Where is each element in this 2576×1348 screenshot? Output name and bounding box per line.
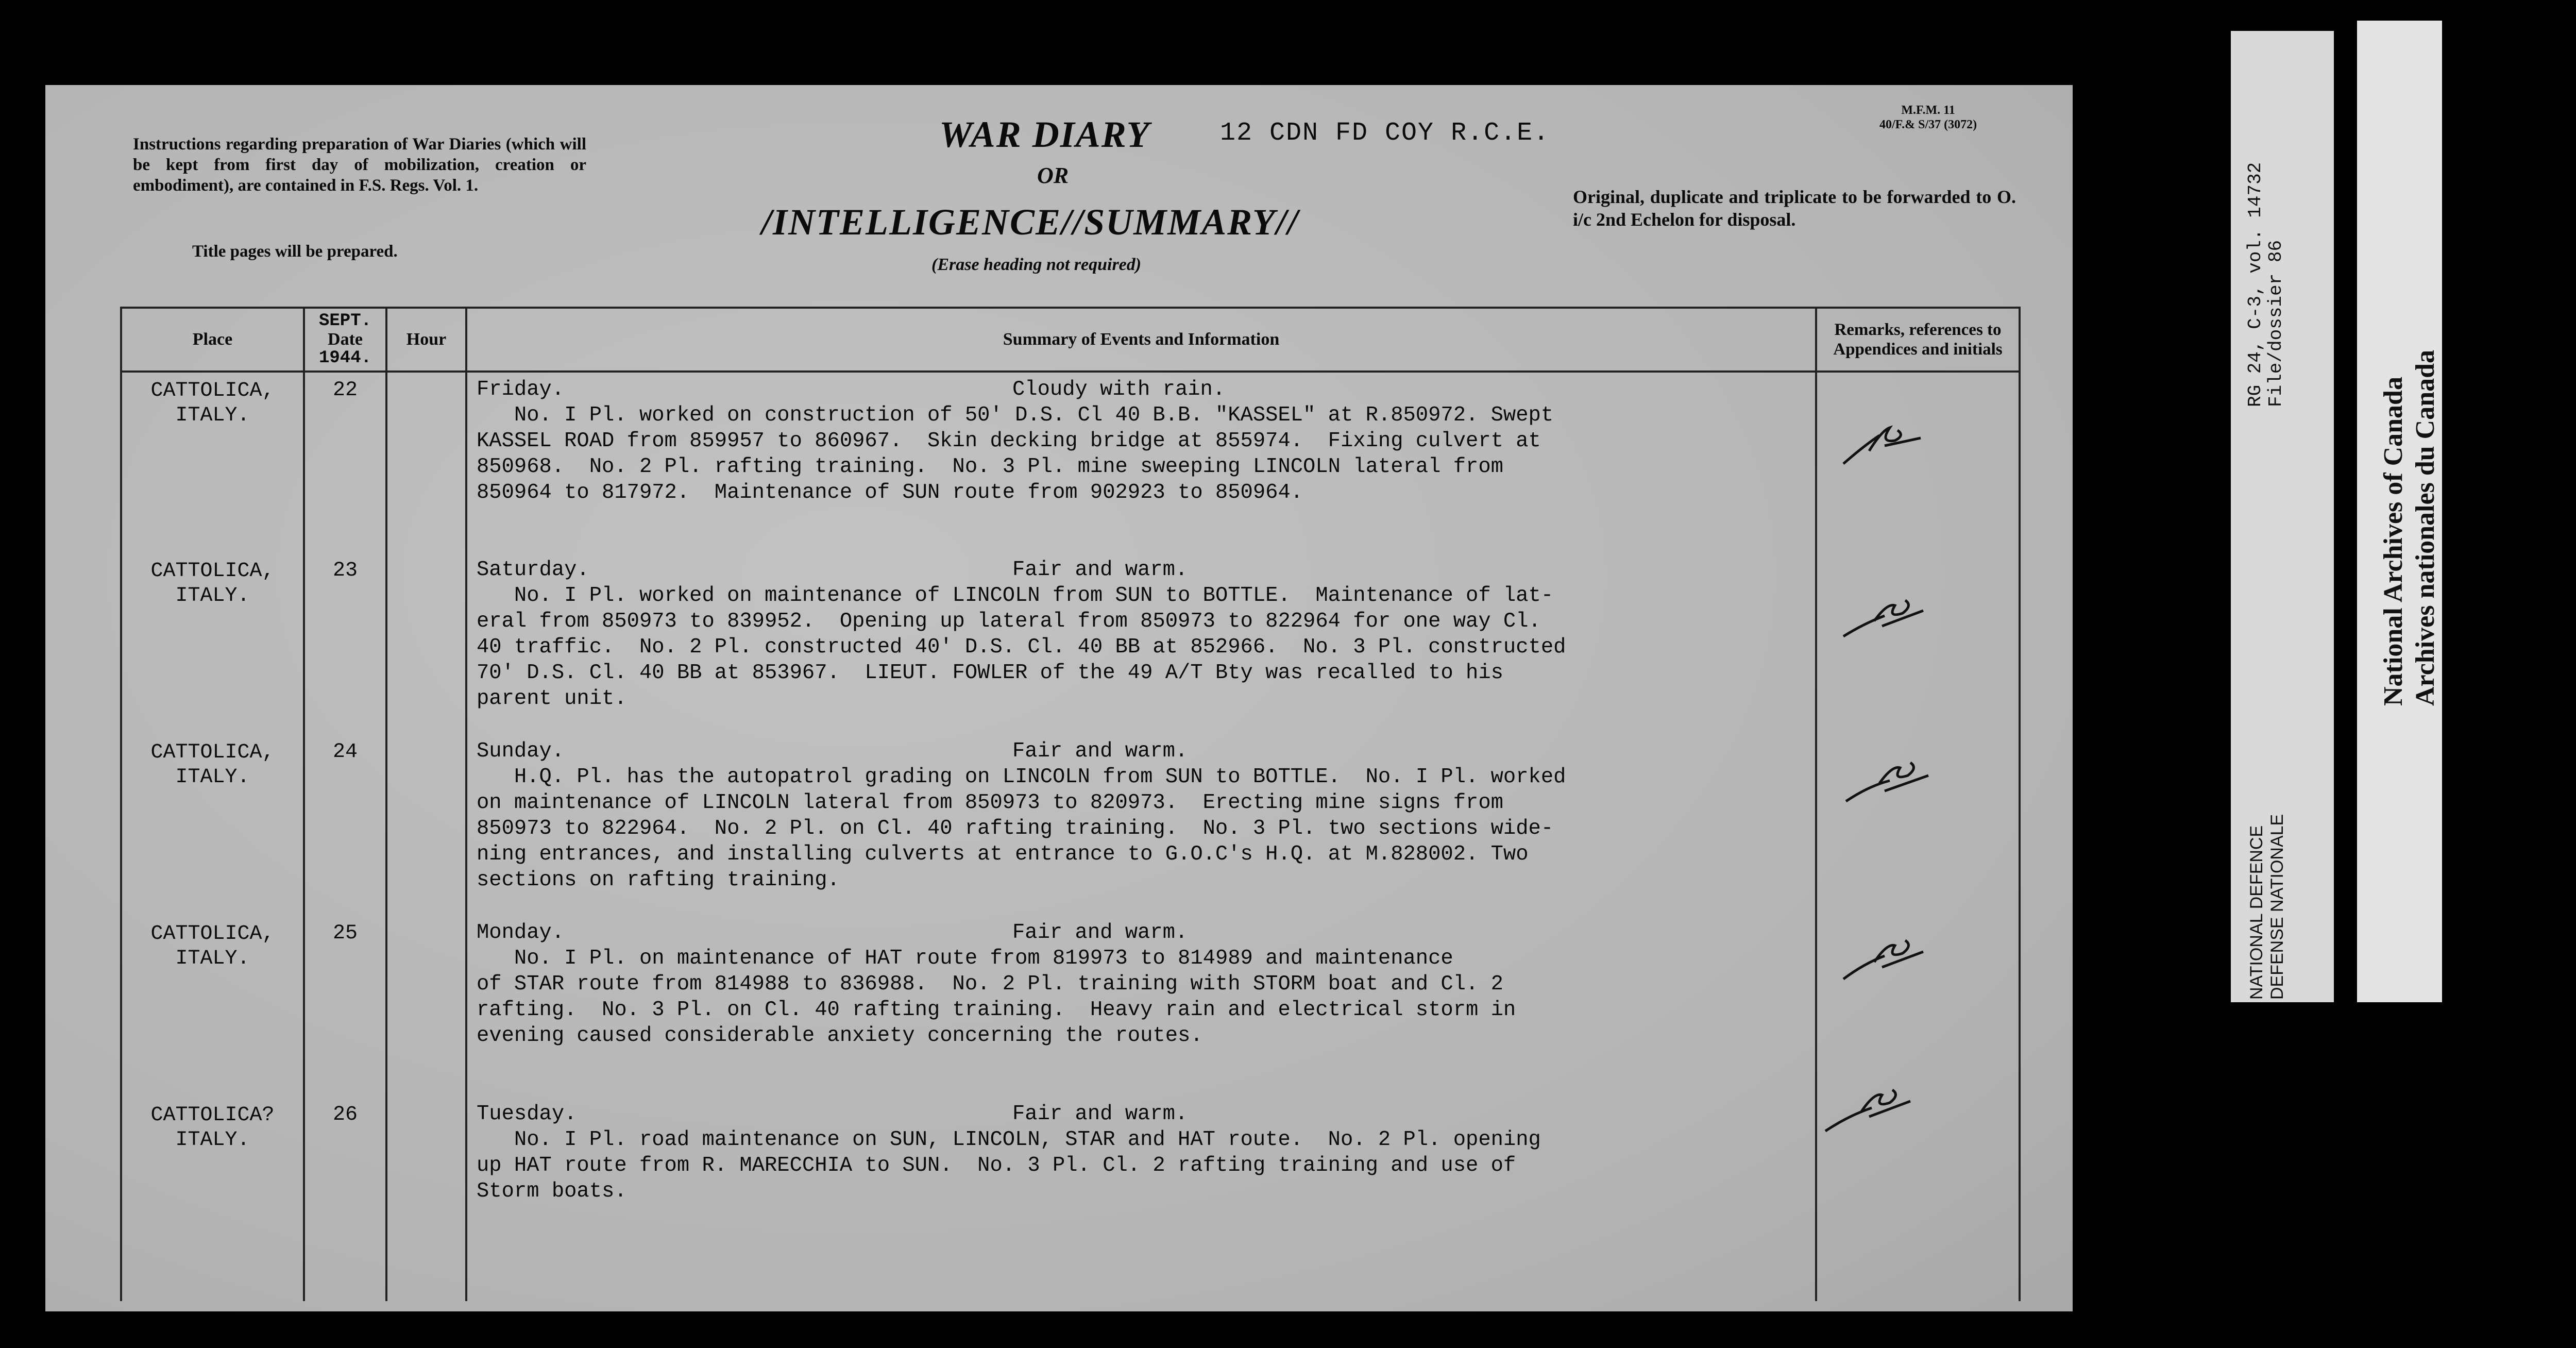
entry-text: No. I Pl. worked on maintenance of LINCOLN from SUN to BOTTLE. Maintenance of lat- eral from 850973 to 839952. Opening up lateral from 850973 to 822964 for one way Cl. 40 traffic. No. 2 Pl. constructed 40' D.S. Cl. 40 BB at 852966. No. 3 Pl. constructed 70' D.S. Cl. 40 BB at 853967. LIEUT. FOWLER of the 49 A/T Bty was recalled to his parent unit. — [477, 584, 1566, 711]
entry-weather: Fair and warm. — [1012, 558, 1188, 582]
entry-day: Monday. — [477, 921, 565, 945]
form-code-line-2: 40/F.& S/37 (3072) — [1879, 118, 1977, 131]
summary-heading: /INTELLIGENCE//SUMMARY// — [761, 201, 1299, 243]
entry-day: Saturday. — [477, 558, 589, 582]
col-hour: Hour — [386, 308, 466, 372]
entry-hour — [386, 1097, 466, 1301]
or-word: OR — [1037, 163, 1069, 188]
table-row — [121, 553, 2020, 734]
entry-place: CATTOLICA, ITALY. — [121, 734, 304, 916]
entry-summary — [466, 734, 1816, 916]
entry-hour — [386, 553, 466, 734]
col-remarks: Remarks, references to Appendices and initials — [1816, 308, 2020, 372]
department-line-2: DEFENSE NATIONALE — [2267, 814, 2287, 1000]
col-date-line-2: Date — [328, 330, 363, 349]
entry-text: No. I Pl. worked on construction of 50' D.S. Cl 40 B.B. "KASSEL" at R.850972. Swept KASSEL ROAD from 859957 to 860967. Skin decking bridge at 855974. Fixing culvert at 850968. No. 2 Pl. rafting training. No. 3 Pl. mine sweeping LINCOLN lateral from 850964 to 817972. Maintenance of SUN route from 902923 to 850964. — [477, 403, 1554, 504]
war-diary-heading: WAR DIARY — [939, 114, 1150, 155]
col-summary: Summary of Events and Information — [466, 308, 1816, 372]
table-row — [121, 916, 2020, 1097]
entry-hour — [386, 734, 466, 916]
entry-day: Sunday. — [477, 739, 565, 763]
entry-summary — [466, 916, 1816, 1097]
entry-weather: Fair and warm. — [1012, 921, 1188, 945]
archives-name-fr: Archives nationales du Canada — [2411, 349, 2440, 706]
entry-place: CATTOLICA, ITALY. — [121, 372, 304, 553]
col-place: Place — [121, 308, 304, 372]
entry-place: CATTOLICA, ITALY. — [121, 553, 304, 734]
initials-signature — [1833, 415, 1936, 471]
initials-signature — [1833, 752, 1936, 809]
diary-table — [120, 307, 2021, 1301]
entry-weather: Fair and warm. — [1012, 1102, 1188, 1126]
entry-hour — [386, 372, 466, 553]
entry-text: No. I Pl. on maintenance of HAT route from 819973 to 814989 and maintenance of STAR route from 814988 to 836988. No. 2 Pl. training with STORM boat and Cl. 2 rafting. No. 3 Pl. on Cl. 40 rafting training. Heavy rain and electrical storm in evening caused considerable anxiety concerning the routes. — [477, 947, 1516, 1048]
entry-date: 26 — [304, 1097, 386, 1301]
archive-reference-line-2: File/dossier 86 — [2265, 240, 2286, 407]
entry-weather: Cloudy with rain. — [1012, 378, 1226, 401]
initials-signature — [1833, 930, 1936, 987]
table-row — [121, 734, 2020, 916]
table-row — [121, 1097, 2020, 1301]
initials-signature — [1833, 590, 1936, 647]
erase-note: (Erase heading not required) — [931, 255, 1142, 274]
entry-weather: Fair and warm. — [1012, 739, 1188, 763]
war-diary-page — [45, 85, 2073, 1311]
archive-reference-strip — [2231, 31, 2334, 1002]
initials-signature — [1818, 1080, 1921, 1136]
entry-summary — [466, 1097, 1816, 1301]
entry-place: CATTOLICA, ITALY. — [121, 916, 304, 1097]
form-code-line-1: M.F.M. 11 — [1901, 104, 1955, 117]
entry-place: CATTOLICA? ITALY. — [121, 1097, 304, 1301]
archives-name-en: National Archives of Canada — [2379, 377, 2408, 706]
instructions-note: Instructions regarding preparation of War Diaries (which will be kept from first day of mobilization, creation or embodiment), are contained in F.S. Regs. Vol. 1. — [133, 135, 586, 195]
title-pages-note: Title pages will be prepared. — [192, 242, 398, 261]
entry-date: 23 — [304, 553, 386, 734]
archive-reference — [2245, 162, 2286, 407]
col-date — [304, 308, 386, 372]
col-date-line-1: SEPT. — [318, 311, 372, 331]
table-header-row — [121, 308, 2020, 372]
archives-name — [2378, 350, 2442, 706]
table-row — [121, 372, 2020, 553]
entry-text: H.Q. Pl. has the autopatrol grading on LINCOLN from SUN to BOTTLE. No. I Pl. worked on maintenance of LINCOLN lateral from 850973 to 820973. Erecting mine signs from 850973 to 822964. No. 2 Pl. on Cl. 40 rafting training. No. 3 Pl. two sections wide- ning entrances, and installing culverts at entrance to G.O.C's H.Q. at M.828002. Two sections on rafting training. — [477, 765, 1566, 892]
original-note: Original, duplicate and triplicate to be forwarded to O. i/c 2nd Echelon for disposal. — [1573, 187, 2016, 230]
archives-name-strip — [2357, 21, 2442, 1002]
col-date-line-3: 1944. — [318, 348, 372, 368]
department-line-1: NATIONAL DEFENCE — [2247, 825, 2266, 1000]
entry-date: 24 — [304, 734, 386, 916]
entry-date: 25 — [304, 916, 386, 1097]
entry-text: No. I Pl. road maintenance on SUN, LINCOLN, STAR and HAT route. No. 2 Pl. opening up HAT route from R. MARECCHIA to SUN. No. 3 Pl. Cl. 2 rafting training and use of Storm boats. — [477, 1128, 1541, 1203]
archive-reference-line-1: RG 24, C-3, vol. 14732 — [2245, 162, 2266, 407]
entry-hour — [386, 916, 466, 1097]
entry-date: 22 — [304, 372, 386, 553]
department-stamp — [2246, 814, 2287, 1000]
entry-day: Tuesday. — [477, 1102, 577, 1126]
entry-summary — [466, 372, 1816, 553]
entry-day: Friday. — [477, 378, 565, 401]
unit-name: 12 CDN FD COY R.C.E. — [1220, 119, 1550, 148]
form-code — [1879, 103, 1977, 132]
entry-summary — [466, 553, 1816, 734]
